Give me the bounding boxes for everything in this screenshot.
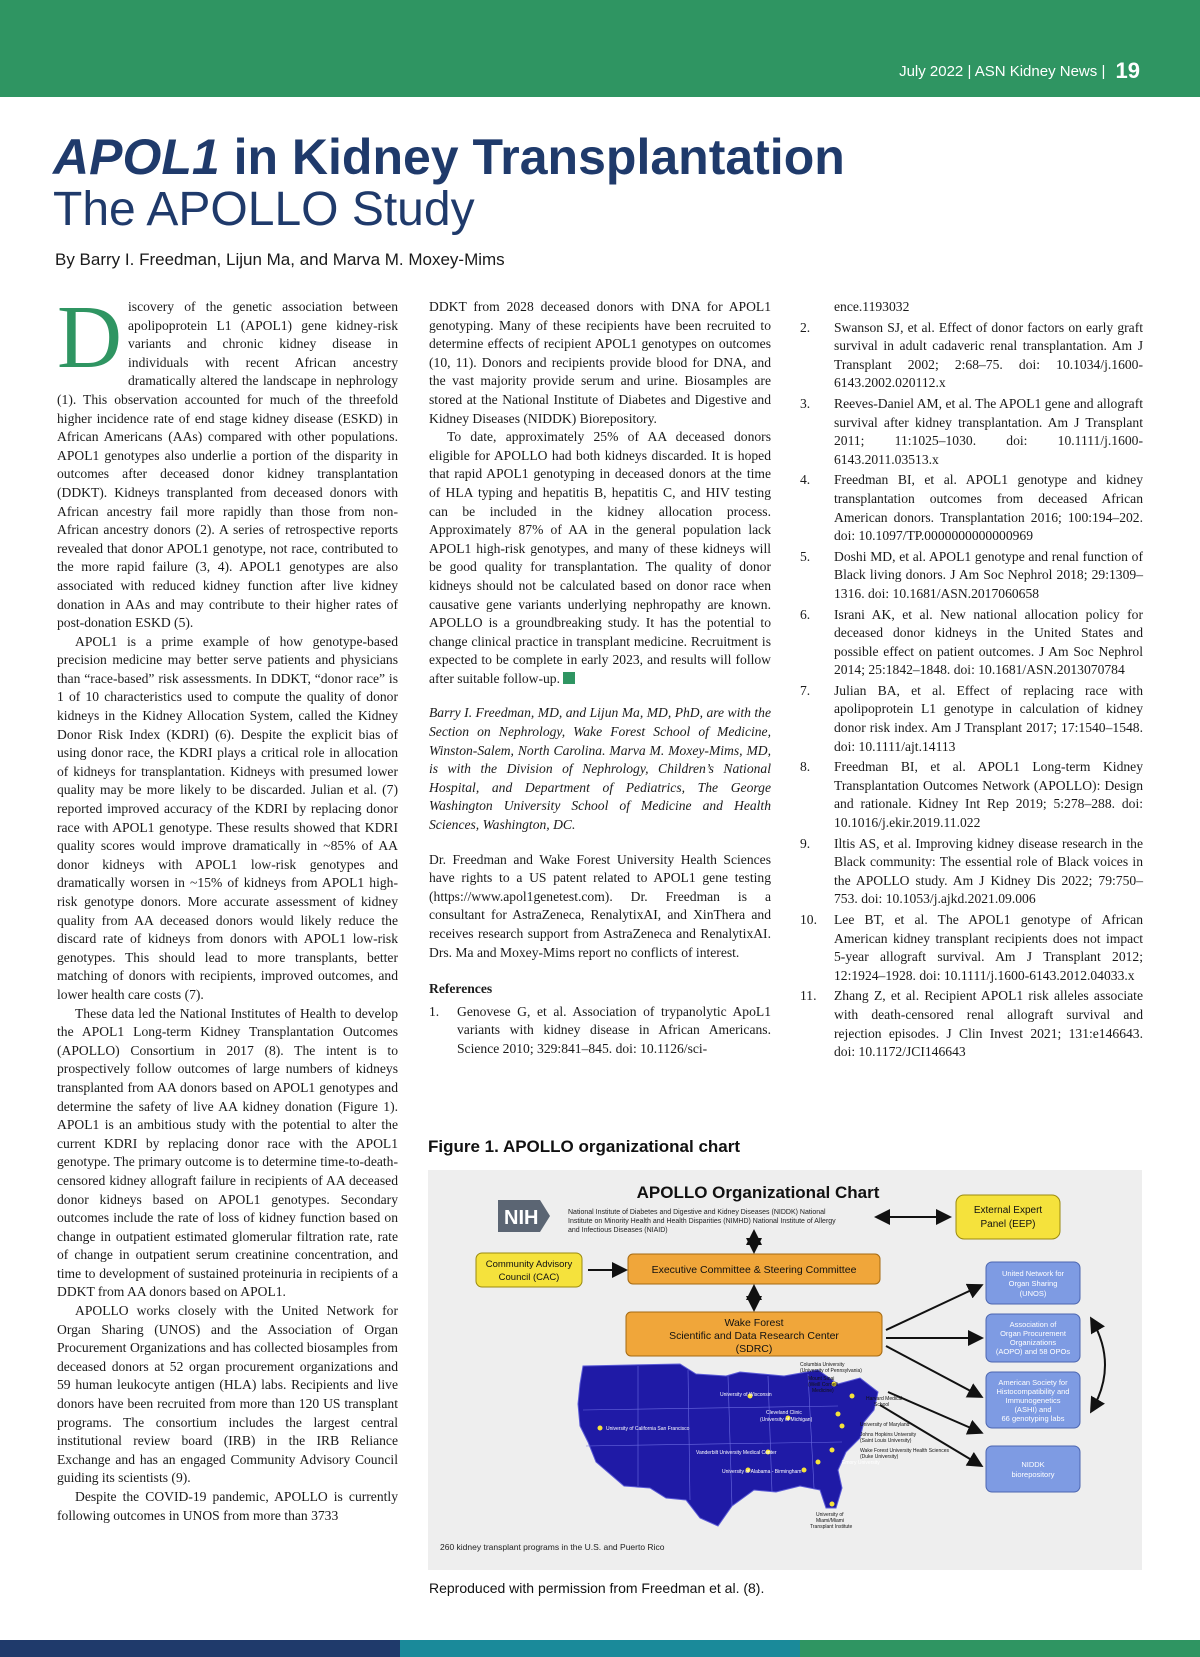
paragraph-text: iscovery of the genetic association between apolipoprotein L1 (APOL1) gene kidney-risk variants and chronic kidney disease in individuals with recent African ancestry dramatically altered the landscape in nephrology (1). This observation accounted for much of the threefold higher incidence rate of end stage kidney disease (ESKD) in African Americans (AAs) compared with other populations. APOL1 genotypes also underlie a portion of the disparity in outcomes after deceased donor kidney transplantation (DDKT). Kidneys transplanted from deceased donors with African ancestry fail more rapidly than those from non-African ancestry donors (2). A series of retrospective reports revealed that donor APOL1 genotype, not race, contributed to the more rapid failure (3, 4). APOL1 genotypes are also associated with reduced kidney function after live kidney donation in AAs and may contribute to their higher rates of post-donation ESKD (5). bbox=[57, 299, 398, 631]
unos-label: (UNOS) bbox=[1019, 1289, 1047, 1298]
reference-number: 8. bbox=[800, 759, 811, 775]
arrow bbox=[1092, 1320, 1105, 1410]
map-label: University of bbox=[816, 1512, 844, 1518]
reference-number: 1. bbox=[429, 1003, 440, 1019]
drop-cap: D bbox=[57, 288, 122, 387]
paragraph bbox=[57, 288, 398, 633]
reference-text: Doshi MD, et al. APOL1 genotype and renal function of Black living donors. J Am Soc Nephrol 2018; 29:1309–1316. doi: 10.1681/ASN.2017060658 bbox=[834, 548, 1143, 601]
paragraph: Despite the COVID-19 pandemic, APOLLO is currently following outcomes in UNOS from more than 3733 bbox=[57, 1489, 398, 1523]
reference-item bbox=[800, 548, 1143, 604]
exec-label: Executive Committee & Steering Committee bbox=[651, 1264, 857, 1276]
eep-box bbox=[956, 1195, 1060, 1239]
article-column-3 bbox=[800, 298, 1143, 1064]
map-label: University of Wisconsin bbox=[720, 1392, 772, 1398]
map-label: Medicine) bbox=[812, 1388, 834, 1394]
reference-text: Reeves-Daniel AM, et al. The APOL1 gene and allograft survival after kidney transplantation. Am J Transplant 2011; 11:1025–1030. doi: 10.1111/j.1600-6143.2011.03513.x bbox=[834, 395, 1143, 467]
title-gene: APOL1 bbox=[53, 129, 220, 185]
footer-band-green bbox=[800, 1640, 1200, 1657]
programs-note: 260 kidney transplant programs in the U.S. and Puerto Rico bbox=[440, 1542, 665, 1552]
figure-credit: Reproduced with permission from Freedman et al. (8). bbox=[429, 1580, 765, 1596]
map-label: (Duke University) bbox=[860, 1454, 899, 1460]
paragraph-text: To date, approximately 25% of AA deceased donors eligible for APOLLO had both kidneys discarded. It is hoped that rapid APOL1 genotyping in deceased donors at the time of HLA typing and hepatitis B, hepatitis C, and HIV testing can be included in the kidney allocation process. Approximately 87% of AA in the general population lack APOL1 high-risk genotypes, and many of these kidneys will be good quality for transplantation. The quality of donor kidneys should not be calculated based on donor race when causative gene variants underlying nephropathy are known. APOLLO is a groundbreaking study. It has the potential to change clinical practice in transplant medicine. Recruitment is expected to be complete in early 2023, and results will follow after suitable follow-up. bbox=[429, 429, 771, 686]
map-label: School bbox=[874, 1402, 890, 1408]
unos-label: Organ Sharing bbox=[1008, 1279, 1058, 1288]
sdrc-label: Scientific and Data Research Center bbox=[669, 1330, 839, 1342]
reference-text: Lee BT, et al. The APOL1 genotype of African American kidney transplant recipients does not impact 5-year allograft survival. Am J Transplant 2012; 12:1924–1928. doi: 10.1111/j.1600-6143.2012.04033.x bbox=[834, 912, 1143, 983]
ashi-label: American Society for bbox=[998, 1378, 1068, 1387]
running-header bbox=[899, 56, 1140, 82]
map-label: Harvard Medical bbox=[866, 1396, 903, 1402]
niddk-label: NIDDK bbox=[1021, 1460, 1045, 1469]
reference-item bbox=[800, 606, 1143, 680]
reference-text: Genovese G, et al. Association of trypanolytic ApoL1 variants with kidney disease in African Americans. Science 2010; 329:841–845. doi: 10.1126/sci- bbox=[457, 1003, 771, 1056]
map-label: Mount Sinai bbox=[808, 1376, 835, 1382]
footer-band-navy bbox=[0, 1640, 400, 1657]
reference-number: 7. bbox=[800, 682, 811, 698]
references-list bbox=[429, 1003, 771, 1059]
map-label: Wake Forest University Health Sciences bbox=[860, 1448, 950, 1454]
map-label: (Weill Cornell bbox=[808, 1382, 838, 1388]
nih-text: National Institute of Diabetes and Digestive and Kidney Diseases (NIDDK) National bbox=[568, 1209, 826, 1216]
sdrc-label: (SDRC) bbox=[735, 1343, 773, 1355]
org-chart-svg bbox=[428, 1170, 1142, 1570]
aopo-label: Association of bbox=[1009, 1320, 1057, 1329]
niddk-box bbox=[986, 1446, 1080, 1492]
reference-text: Julian BA, et al. Effect of replacing race with apolipoprotein L1 genotype in calculation of kidney donor risk index. Am J Transplant 2017; 17:1540–1548. doi: 10.1111/ajt.14113 bbox=[834, 682, 1143, 754]
paragraph: These data led the National Institutes of Health to develop the APOL1 Long-term Kidney Transplantation Outcomes (APOLLO) Consortium in 2017 (8). The intent is to prospectively follow outcomes of large numbers of kidneys transplanted from AA donors based on APOL1 genotypes and determine the safety of live AA kidney donation (Figure 1). APOL1 is an ambitious study with the potential to alter the current KDRI by replacing donor race with the APOL1 genotype. The primary outcome is to determine time-to-death-censored kidney allograft failure in recipients of AA deceased donor kidneys based on APOL1 genotypes. Secondary outcomes include the rate of loss of kidney function based on change in outpatient estimated glomerular filtration rate, rate of change in outpatient serum creatinine concentration, and time to development of sustained proteinuria in recipients of a DDKT from AA donors based on APOL1. bbox=[57, 1005, 398, 1300]
nih-text: and Infectious Diseases (NIAID) bbox=[568, 1227, 668, 1234]
eep-label: Panel (EEP) bbox=[980, 1219, 1036, 1230]
reference-number: 5. bbox=[800, 548, 811, 564]
aopo-label: Organ Procurement bbox=[1000, 1329, 1066, 1338]
map-label: Miami/Miami bbox=[816, 1518, 845, 1524]
map-label: (University of Pennsylvania) bbox=[800, 1368, 862, 1374]
header-separator: | bbox=[1101, 63, 1106, 80]
map-label: (Saint Louis University) bbox=[860, 1438, 912, 1444]
cac-label: Council (CAC) bbox=[498, 1272, 560, 1283]
reference-item bbox=[800, 319, 1143, 393]
reference-item bbox=[800, 911, 1143, 985]
ashi-label: (ASHI) and bbox=[1014, 1405, 1052, 1414]
nih-logo-text: NIH bbox=[504, 1207, 539, 1229]
figure-caption: Figure 1. APOLLO organizational chart bbox=[428, 1137, 741, 1156]
reference-text: Israni AK, et al. New national allocation policy for deceased donor kidneys in the United States and possible effect on patient outcomes. J Am Soc Nephrol 2014; 25:1842–1848. doi: 10.1681/ASN.2013070784 bbox=[834, 606, 1143, 678]
article-column-1 bbox=[57, 288, 398, 1525]
ashi-label: Immunogenetics bbox=[1005, 1396, 1061, 1405]
cac-label: Community Advisory bbox=[485, 1259, 573, 1270]
reference-item bbox=[800, 395, 1143, 469]
reference-number: 11. bbox=[800, 988, 817, 1004]
page-title bbox=[53, 128, 845, 186]
reference-number: 4. bbox=[800, 472, 811, 488]
map-label: University of Alabama - Birmingham bbox=[722, 1469, 802, 1475]
reference-item bbox=[800, 835, 1143, 909]
map-label: Cleveland Clinic bbox=[766, 1410, 802, 1416]
reference-item bbox=[429, 1003, 771, 1059]
reference-item bbox=[800, 758, 1143, 832]
references-list-continued bbox=[800, 298, 1143, 1062]
aopo-label: (AOPO) and 58 OPOs bbox=[995, 1347, 1071, 1356]
map-label: Johns Hopkins University bbox=[860, 1432, 917, 1438]
reference-text: ence.1193032 bbox=[834, 299, 910, 314]
issue-date: July 2022 bbox=[899, 63, 964, 80]
map-label: Emory University bbox=[842, 1460, 880, 1466]
sdrc-label: Wake Forest bbox=[724, 1317, 784, 1329]
author-affiliations: Barry I. Freedman, MD, and Lijun Ma, MD, PhD, are with the Section on Nephrology, Wake Forest School of Medicine, Winston-Salem, North Carolina. Marva M. Moxey-Mims, MD, is with the Division of Nephrology, Children’s National Hospital, and Department of Pediatrics, The George Washington University School of Medicine and Health Sciences, Washington, DC. bbox=[429, 705, 771, 833]
map-label: University of California San Francisco bbox=[606, 1426, 690, 1432]
aopo-label: Organizations bbox=[1009, 1338, 1057, 1347]
org-chart-figure bbox=[428, 1170, 1142, 1570]
reference-number: 2. bbox=[800, 319, 811, 335]
byline: By Barry I. Freedman, Lijun Ma, and Marva M. Moxey-Mims bbox=[55, 250, 505, 269]
map-label: Transplant Institute bbox=[810, 1524, 853, 1530]
reference-number: 9. bbox=[800, 835, 811, 851]
reference-number: 6. bbox=[800, 606, 811, 622]
paragraph: APOLLO works closely with the United Network for Organ Sharing (UNOS) and the Association of Organ Procurement Organizations and has collected biosamples from deceased donors at 52 organ procurement organizations and 59 human leukocyte antigen (HLA) labs. Recipients and live donors have been recruited from more than 120 US transplant programs. The consortium includes the largest central institutional review board (IRB) in the IRB Reliance Exchange and has an engaged Community Advisory Council guiding its scientists (9). bbox=[57, 1303, 398, 1486]
references-heading: References bbox=[429, 981, 493, 997]
reference-item bbox=[800, 987, 1143, 1061]
reference-number: 10. bbox=[800, 912, 817, 927]
map-label: University of Maryland bbox=[860, 1422, 910, 1428]
reference-item bbox=[800, 682, 1143, 756]
unos-label: United Network for bbox=[1001, 1269, 1065, 1278]
reference-text: Iltis AS, et al. Improving kidney disease research in the Black community: The essential role of Black voices in the APOLLO study. Am J Kidney Dis 2022; 79:750–753. doi: 10.1053/j.ajkd.2021.09.006 bbox=[834, 835, 1143, 907]
paragraph bbox=[429, 428, 771, 688]
nih-logo bbox=[498, 1200, 550, 1232]
reference-item bbox=[800, 298, 1143, 317]
article-column-2 bbox=[429, 298, 771, 1061]
end-mark-icon bbox=[563, 672, 575, 684]
reference-text: Swanson SJ, et al. Effect of donor factors on early graft survival in adult cadaveric renal transplantation. Am J Transplant 2002; 2:68–75. doi: 10.1034/j.1600-6143.2002.020112.x bbox=[834, 319, 1143, 391]
arrow bbox=[886, 1346, 980, 1396]
header-band bbox=[0, 0, 1200, 97]
ashi-label: 66 genotyping labs bbox=[1001, 1414, 1065, 1423]
reference-text: Freedman BI, et al. APOL1 genotype and kidney transplantation outcomes from deceased African American donors. Transplantation 2016; 100:194–202. doi: 10.1097/TP.0000000000000969 bbox=[834, 472, 1143, 544]
eep-label: External Expert bbox=[973, 1205, 1043, 1216]
paragraph: DDKT from 2028 deceased donors with DNA for APOL1 genotyping. Many of these recipients have been recruited to determine effects of recipient APOL1 genotypes on outcomes (10, 11). Donors and recipients provide blood for DNA, and the vast majority provide serum and urine. Biosamples are stored at the National Institute of Diabetes and Digestive and Kidney Diseases (NIDDK) Biorepository. bbox=[429, 299, 771, 426]
paragraph: APOL1 is a prime example of how genotype-based precision medicine may better serve patients and physicians than “race-based” risk assessments. In DDKT, “donor race” is 1 of 10 characteristics used to compute the quality of donor kidneys in the Kidney Allocation System, called the Kidney Donor Risk Index (KDRI) (6). Despite the explicit bias of using donor race, the KDRI plays a critical role in allocation of kidneys for transplantation. Kidneys with presumed lower quality may be more likely to be discarded. Julian et al. (7) reported improved accuracy of the KDRI by replacing donor race with APOL1 genotype. These results showed that KDRI quality scores would improve dramatically in ~85% of AA donor kidneys with APOL1 low-risk genotypes and dramatically worsen in ~15% of kidneys from APOL1 high-risk genotype donors. More accurate assessment of kidney quality from AA deceased donors would likely reduce the discard rate of kidneys from donors with APOL1 low-risk genotypes. This should lead to more transplants, better matching of donors with recipients, improved outcomes, and lower health care costs (7). bbox=[57, 633, 398, 1002]
title-rest: in Kidney Transplantation bbox=[219, 129, 845, 185]
arrow bbox=[886, 1286, 980, 1330]
reference-text: Freedman BI, et al. APOL1 Long-term Kidney Transplantation Outcomes Network (APOLLO): Design and rationale. Kidney Int Rep 2019; 5:278–288. doi: 10.1016/j.ekir.2019.11.022 bbox=[834, 759, 1143, 831]
reference-number: 3. bbox=[800, 395, 811, 411]
nih-text: Institute on Minority Health and Health Disparities (NIMHD) National Institute of Allergy bbox=[568, 1218, 836, 1225]
publication-name: ASN Kidney News bbox=[974, 63, 1098, 80]
header-separator: | bbox=[967, 63, 972, 80]
map-label: Vanderbilt University Medical Center bbox=[696, 1450, 777, 1456]
chart-title: APOLLO Organizational Chart bbox=[636, 1183, 880, 1202]
page-number: 19 bbox=[1115, 58, 1140, 83]
map-label: Columbia University bbox=[800, 1362, 845, 1368]
niddk-label: biorepository bbox=[1011, 1470, 1055, 1479]
reference-text: Zhang Z, et al. Recipient APOL1 risk alleles associate with death-censored renal allograft survival and rejection episodes. J Clin Invest 2021; 131:e146643. doi: 10.1172/JCI146643 bbox=[834, 988, 1143, 1060]
page-subtitle: The APOLLO Study bbox=[53, 183, 475, 236]
reference-item bbox=[800, 471, 1143, 545]
disclosure: Dr. Freedman and Wake Forest University Health Sciences have rights to a US patent related to APOL1 gene testing (https://www.apol1genetest.com). Dr. Freedman is a consultant for AstraZeneca, RenalytixAI, and XinThera and receives research support from AstraZeneca and RenalytixAI. Drs. Ma and Moxey-Mims report no conflicts of interest. bbox=[429, 851, 771, 960]
map-label: (University of Michigan) bbox=[760, 1417, 813, 1423]
ashi-label: Histocompatibility and bbox=[996, 1387, 1070, 1396]
footer-band-teal bbox=[400, 1640, 800, 1657]
